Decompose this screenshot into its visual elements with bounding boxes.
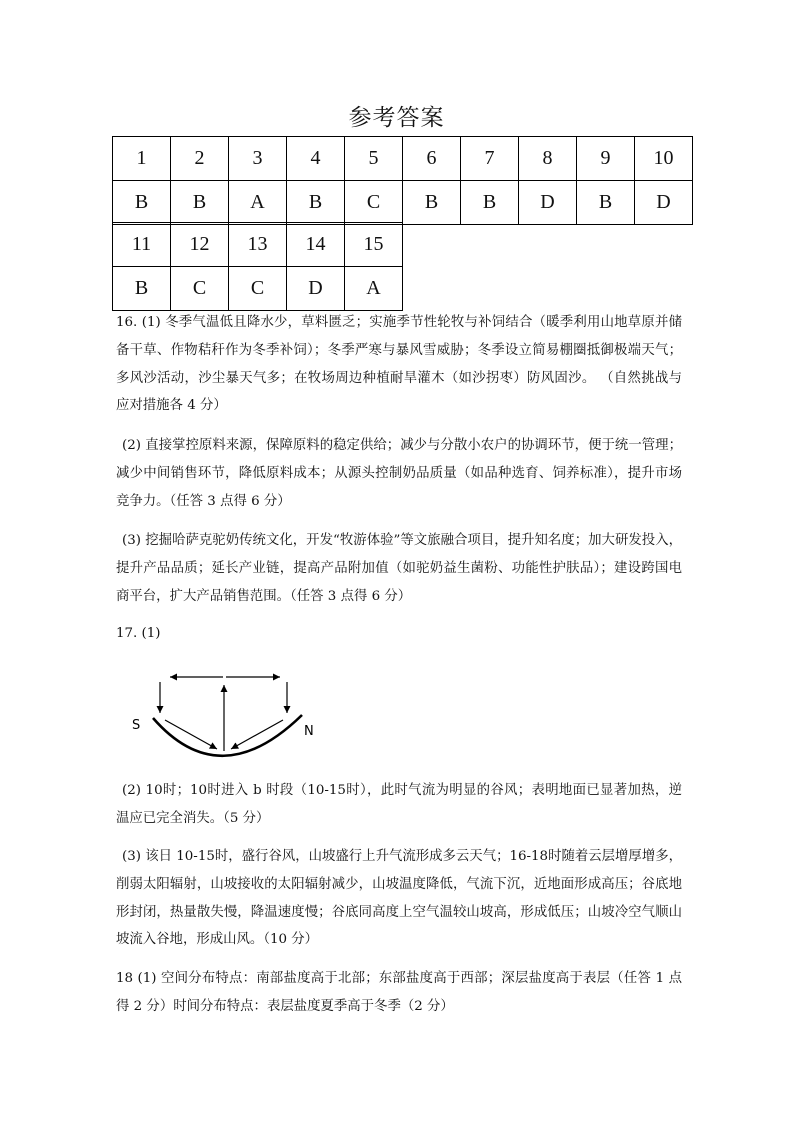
valley-wind-diagram [120,665,330,775]
table-row-answers [113,267,403,311]
valley-profile [153,715,302,756]
arrow-left-to-valley [165,720,217,749]
question-number: 8 [519,137,577,181]
question-number: 14 [287,223,345,267]
answer-letter: B [287,181,345,225]
answer-letter: C [171,267,229,311]
question-number: 11 [113,223,171,267]
question-number: 13 [229,223,287,267]
answer-letter: A [345,267,403,311]
table-row-answers [113,181,693,225]
q18-part1: 18 (1) 空间分布特点：南部盐度高于北部；东部盐度高于西部；深层盐度高于表层（任答 1 点得 2 分）时间分布特点：表层盐度夏季高于冬季（2 分） [116,971,682,1014]
answer-letter: B [461,181,519,225]
question-number: 1 [113,137,171,181]
table-row-numbers [113,137,693,181]
label-south: S [132,718,141,733]
page-title: 参考答案 [348,105,445,131]
answer-letter: C [345,181,403,225]
question-number: 15 [345,223,403,267]
q17-part3: (3) 该日 10-15时，盛行谷风，山坡盛行上升气流形成多云天气；16-18时随着云层增厚增多，削弱太阳辐射，山坡接收的太阳辐射减少，山坡温度降低，气流下沉，近地面形成高压；谷底地形封闭，热量散失慢，降温速度慢；谷底同高度上空气温较山坡高，形成低压；山坡冷空气顺山坡流入谷地，形成山风。（10 分） [116,849,682,948]
question-number: 4 [287,137,345,181]
answer-letter: B [171,181,229,225]
question-number: 10 [635,137,693,181]
question-number: 2 [171,137,229,181]
arrow-right-to-valley [231,720,283,749]
question-number: 7 [461,137,519,181]
answer-letter: B [403,181,461,225]
answer-letter: D [519,181,577,225]
question-number: 5 [345,137,403,181]
q17-part2: (2) 10时；10时进入 b 时段（10-15时），此时气流为明显的谷风；表明地面已显著加热，逆温应已完全消失。（5 分） [116,783,682,826]
answer-letter: D [635,181,693,225]
answer-table-row2 [112,222,403,311]
answer-letter: D [287,267,345,311]
answer-letter: B [113,267,171,311]
answer-letter: A [229,181,287,225]
question-number: 6 [403,137,461,181]
q16-part2: (2) 直接掌控原料来源，保障原料的稳定供给；减少与分散小农户的协调环节，便于统一管理；减少中间销售环节，降低原料成本；从源头控制奶品质量（如品种选育、饲养标准），提升市场竞争力。（任答 3 点得 6 分） [116,438,682,509]
question-number: 9 [577,137,635,181]
question-number: 12 [171,223,229,267]
q17-heading: 17. (1) [116,626,161,641]
answer-letter: B [113,181,171,225]
answer-letter: B [577,181,635,225]
question-number: 3 [229,137,287,181]
q16-part1: 16. (1) 冬季气温低且降水少，草料匮乏；实施季节性轮牧与补饲结合（暖季利用山地草原并储备干草、作物秸秆作为冬季补饲）；冬季严寒与暴风雪威胁；冬季设立简易棚圈抵御极端天气；多风沙活动，沙尘暴天气多；在牧场周边种植耐旱灌木（如沙拐枣）防风固沙。 （自然挑战与应对措施各 4 分） [116,315,682,414]
answer-letter: C [229,267,287,311]
table-row-numbers [113,223,403,267]
label-north: N [304,724,314,739]
q16-part3: (3) 挖掘哈萨克驼奶传统文化，开发“牧游体验”等文旅融合项目，提升知名度；加大研发投入，提升产品品质；延长产业链，提高产品附加值（如驼奶益生菌粉、功能性护肤品）；建设跨国电商平台，扩大产品销售范围。（任答 3 点得 6 分） [116,533,682,604]
answer-table-row1 [112,136,693,225]
